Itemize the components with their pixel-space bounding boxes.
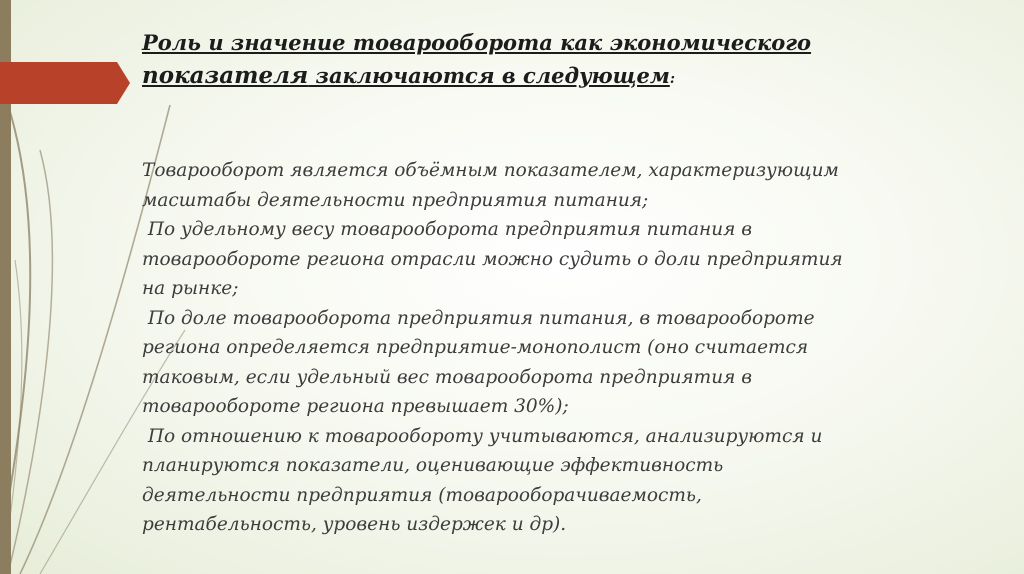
title-colon: : [669, 71, 675, 87]
body-line: По отношению к товарообороту учитываются, анализируются и [142, 425, 823, 447]
title-accent-arrow [0, 62, 130, 104]
title-line-1: Роль и значение товарооборота как экономического [142, 30, 812, 55]
title-line-2 [142, 58, 882, 97]
body-line: товарообороте региона отрасли можно судить о доли предприятия [142, 248, 843, 270]
body-line: Товарооборот является объёмным показателем, характеризующим [142, 160, 839, 181]
body-line: региона определяется предприятие-монополист (оно считается [142, 337, 809, 358]
slide-body [142, 156, 932, 540]
body-line: масштабы деятельности предприятия питания; [142, 189, 649, 211]
title-line-2-rest: заключаются в следующем [308, 63, 670, 88]
body-line: По удельному весу товарооборота предприятия питания в [142, 219, 753, 240]
body-line: По доле товарооборота предприятия питания, в товарообороте [142, 307, 815, 329]
slide-title [142, 28, 882, 97]
body-line: рентабельность, уровень издержек и др). [142, 514, 567, 535]
body-line: деятельности предприятия (товарооборачиваемость, [142, 484, 702, 506]
body-line: таковым, если удельный вес товарооборота предприятия в [142, 366, 753, 388]
body-line: на рынке; [142, 278, 239, 299]
body-line: товарообороте региона превышает 30%); [142, 396, 569, 417]
title-emphasis-word: показателя [142, 62, 309, 89]
body-line: планируются показатели, оценивающие эффективность [142, 455, 724, 476]
